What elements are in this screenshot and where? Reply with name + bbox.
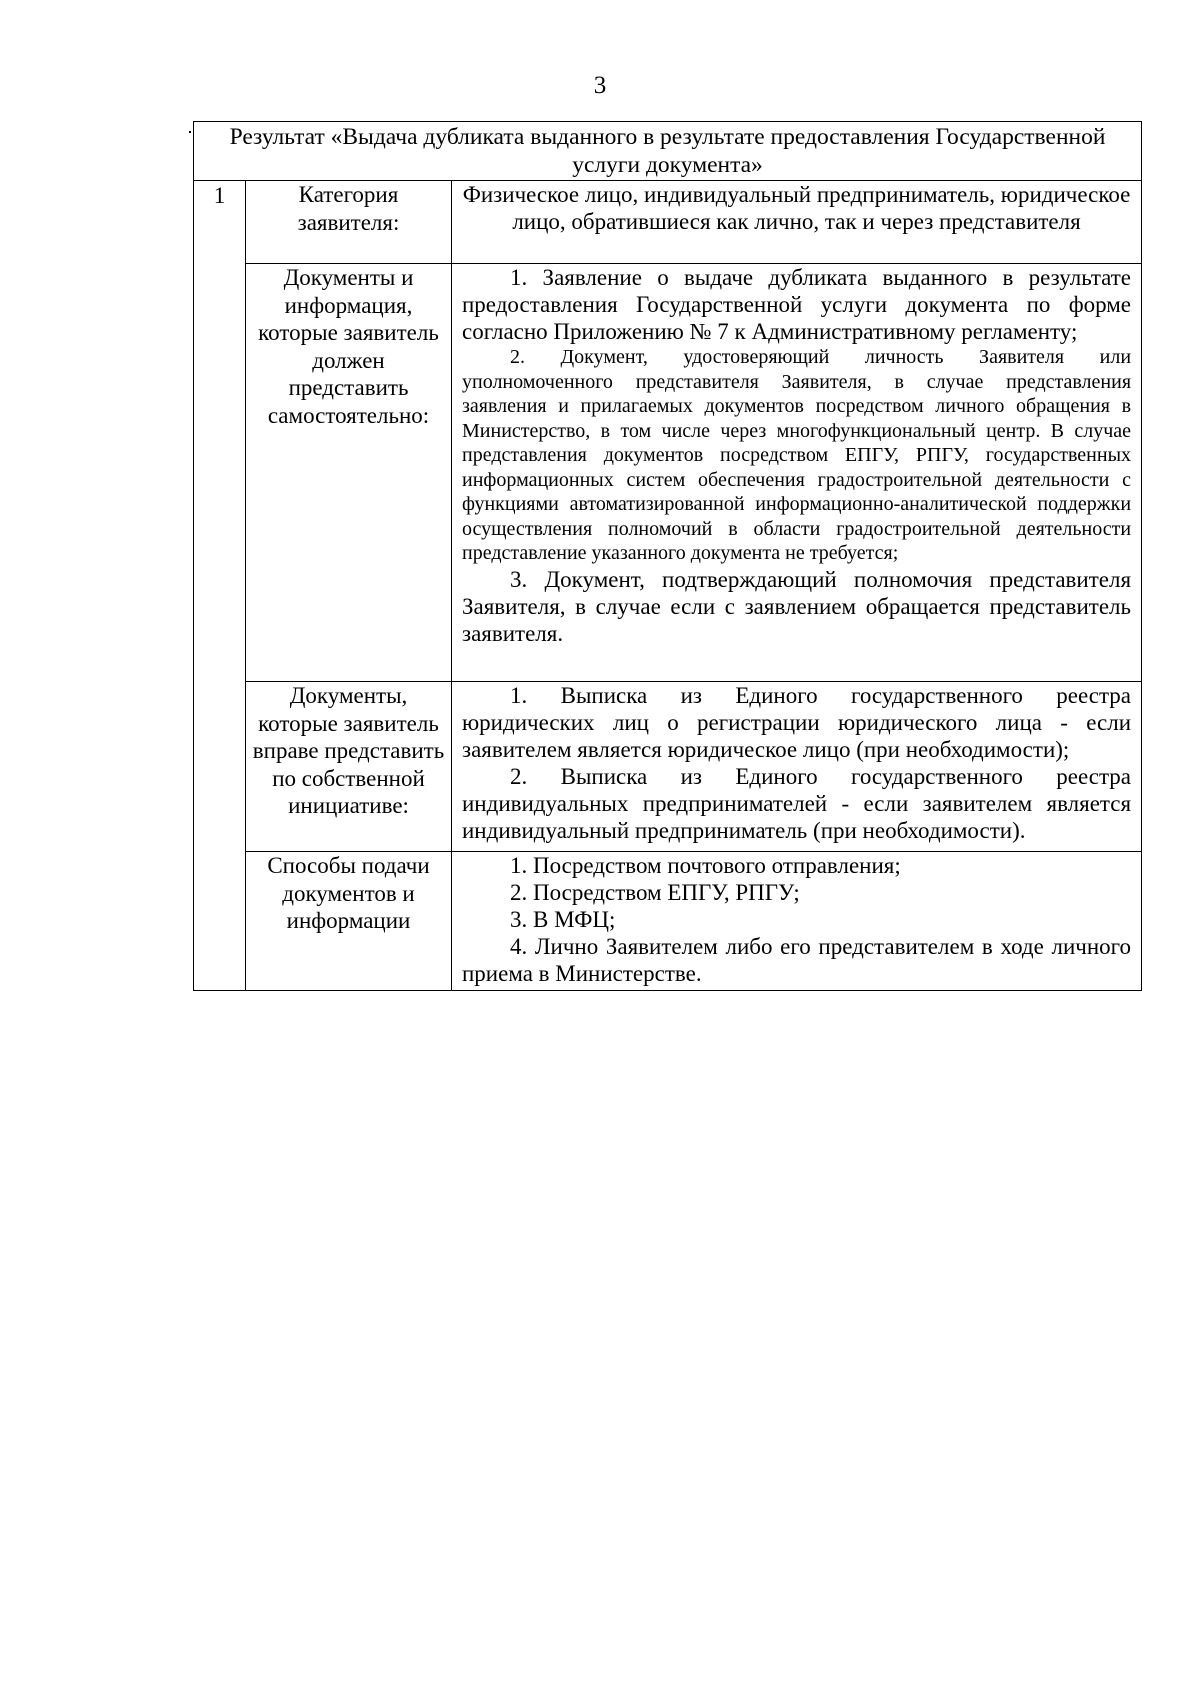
scan-mark <box>189 131 191 133</box>
service-table <box>193 121 1142 991</box>
submission-methods-label: Способы подачи документов и информации <box>246 852 452 991</box>
content-paragraph: 2. Документ, удостоверяющий личность Заявителя или уполномоченного представителя Заявителя, в случае представления заявления и прилагаемых документов посредством личного обращения в Министерство, в том числе через многофункциональный центр. В случае представления документов посредством ЕПГУ, РПГУ, государственных информационных систем обеспечения градостроительной деятельности с функциями автоматизированной информационно-аналитической поддержки осуществления полномочий в области градостроительной деятельности представление указанного документа не требуется; <box>462 346 1132 564</box>
content-paragraph: 2. Выписка из Единого государственного реестра индивидуальных предпринимателей - если заявителем является индивидуальный предприниматель (при необходимости). <box>462 764 1132 843</box>
required-documents-content <box>452 264 1142 682</box>
content-paragraph: 4. Лично Заявителем либо его представителем в ходе личного приема в Министерстве. <box>462 934 1132 986</box>
optional-documents-label: Документы, которые заявитель вправе представить по собственной инициативе: <box>246 682 452 852</box>
submission-methods-content <box>452 852 1142 991</box>
table-row <box>194 181 1142 264</box>
applicant-category-content <box>452 181 1142 264</box>
applicant-category-label: Категория заявителя: <box>246 181 452 264</box>
content-paragraph: Физическое лицо, индивидуальный предприниматель, юридическое лицо, обратившиеся как лично, так и через представителя <box>462 182 1131 234</box>
result-header-row <box>194 122 1142 181</box>
content-paragraph: 1. Выписка из Единого государственного реестра юридических лиц о регистрации юридического лица - если заявителем является юридическое лицо (при необходимости); <box>462 683 1132 762</box>
content-paragraph: 3. В МФЦ; <box>510 907 616 932</box>
table-row <box>194 264 1142 682</box>
content-paragraph: 2. Посредством ЕПГУ, РПГУ; <box>510 880 800 905</box>
table-row <box>194 852 1142 991</box>
content-paragraph: 1. Заявление о выдаче дубликата выданного в результате предоставления Государственной услуги документа по форме согласно Приложению № 7 к Административному регламенту; <box>462 265 1132 344</box>
optional-documents-content <box>452 682 1142 852</box>
result-header: Результат «Выдача дубликата выданного в результате предоставления Государственной услуги документа» <box>194 122 1142 181</box>
content-paragraph: 3. Документ, подтверждающий полномочия представителя Заявителя, в случае если с заявлением обращается представитель заявителя. <box>462 566 1132 646</box>
required-documents-label: Документы и информация, которые заявитель должен представить самостоятельно: <box>246 264 452 682</box>
page-number: 3 <box>593 72 607 99</box>
row-number: 1 <box>194 181 246 991</box>
content-paragraph: 1. Посредством почтового отправления; <box>510 853 901 878</box>
table-row <box>194 682 1142 852</box>
